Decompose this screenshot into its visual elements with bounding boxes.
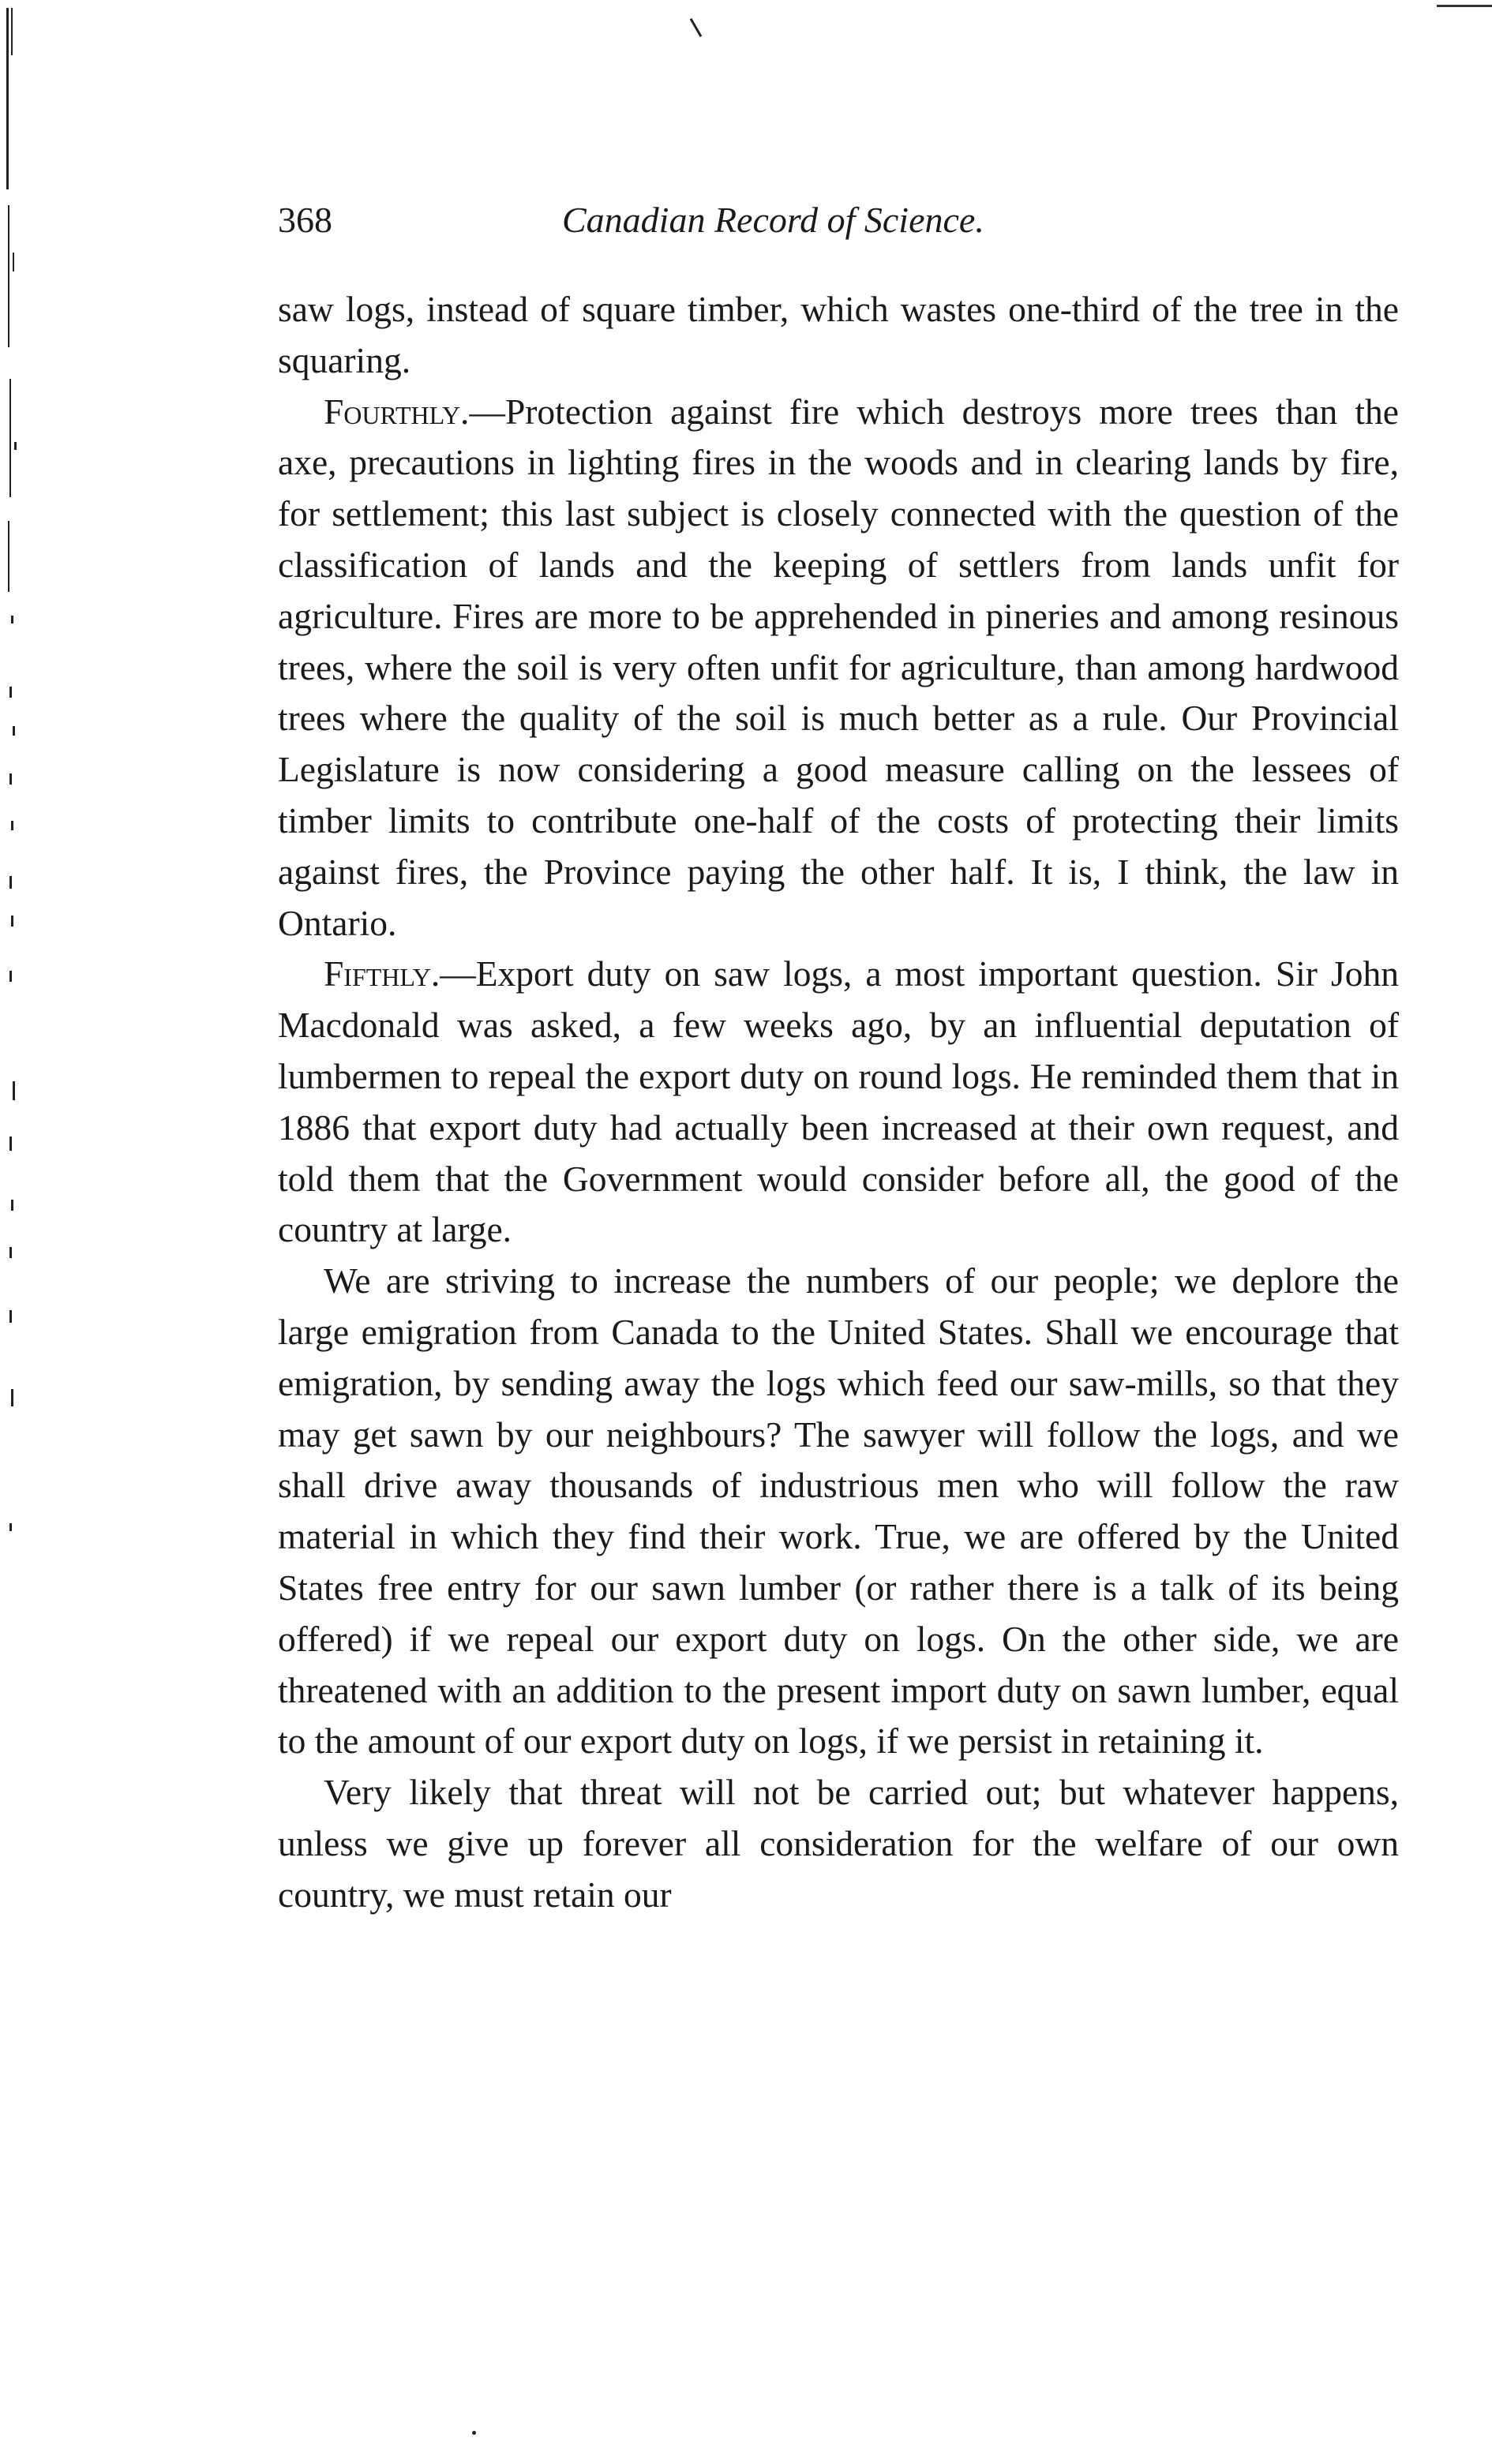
scan-speck	[472, 2431, 476, 2435]
margin-mark	[8, 205, 9, 347]
margin-mark	[9, 379, 11, 497]
margin-mark	[11, 821, 13, 830]
paragraph-text: saw logs, instead of square timber, which wastes one-third of the tree in the squaring.	[278, 289, 1399, 380]
scan-margin-marks	[0, 0, 95, 2464]
margin-mark	[11, 1200, 13, 1211]
margin-mark	[9, 1310, 12, 1323]
running-title: Canadian Record of Science.	[562, 200, 984, 240]
margin-mark	[6, 8, 9, 189]
margin-mark	[11, 616, 13, 623]
section-lead: Fourthly.	[324, 391, 470, 432]
margin-mark	[9, 1247, 12, 1258]
paragraph	[278, 284, 1399, 387]
margin-mark	[9, 1523, 12, 1531]
margin-mark	[9, 1137, 12, 1151]
margin-mark	[11, 916, 13, 927]
page-header	[278, 199, 1399, 254]
paragraph	[278, 387, 1399, 949]
margin-mark	[14, 442, 17, 450]
scan-speck	[690, 18, 703, 37]
margin-mark	[9, 687, 12, 698]
margin-mark	[9, 773, 12, 785]
page-number: 368	[278, 200, 332, 240]
margin-mark	[13, 1081, 15, 1100]
margin-mark	[11, 1389, 13, 1406]
margin-mark	[9, 971, 12, 982]
margin-mark	[8, 521, 9, 592]
paragraph-text: —Protection against fire which destroys more trees than the axe, precautions in lighting fires in the woods and in clearing lands by fire, for settlement; this last subject is closely connected with the question of the classification of lands and the keeping of settlers from lands unfit for agriculture. Fires are more to be apprehended in pineries and among resinous trees, where the soil is very often unfit for agriculture, than among hardwood trees where the quality of the soil is much better as a rule. Our Provincial Legislature is now considering a good measure calling on the lessees of timber limits to contribute one-half of the costs of protecting their limits against fires, the Province paying the other half. It is, I think, the law in Ontario.	[278, 391, 1399, 943]
margin-mark	[13, 726, 15, 736]
margin-mark	[13, 253, 14, 271]
body-text	[278, 284, 1399, 1921]
margin-mark	[11, 8, 13, 55]
section-lead: Fifthly.	[324, 953, 440, 994]
margin-mark	[9, 876, 12, 889]
paragraph	[278, 949, 1399, 1256]
scan-corner-rule	[1437, 5, 1492, 7]
paragraph	[278, 1767, 1399, 1920]
paragraph	[278, 1256, 1399, 1767]
paragraph-text: Very likely that threat will not be carried out; but whatever happens, unless we give up forever all consideration for the welfare of our own country, we must retain our	[278, 1772, 1399, 1915]
paragraph-text: We are striving to increase the numbers of our people; we deplore the large emigration from Canada to the United States. Shall we encourage that emigration, by sending away the logs which feed our saw-mills, so that they may get sawn by our neighbours? The sawyer will follow the logs, and we shall drive away thousands of industrious men who will follow the raw material in which they find their work. True, we are offered by the United States free entry for our sawn lumber (or rather there is a talk of its being offered) if we repeal our export duty on logs. On the other side, we are threatened with an addition to the present import duty on sawn lumber, equal to the amount of our export duty on logs, if we persist in retaining it.	[278, 1260, 1399, 1762]
paragraph-text: —Export duty on saw logs, a most important question. Sir John Macdonald was asked, a few weeks ago, by an influential deputation of lumbermen to repeal the export duty on round logs. He reminded them that in 1886 that export duty had actually been increased at their own request, and told them that the Government would consider before all, the good of the country at large.	[278, 953, 1399, 1250]
